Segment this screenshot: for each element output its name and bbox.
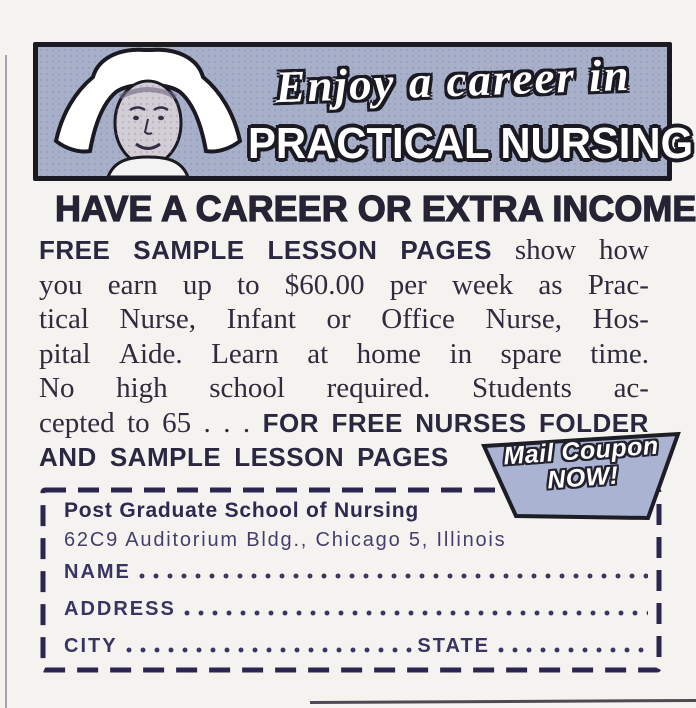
body-line: No high school required. Students ac- [39,372,649,405]
coupon-school-address: 62C9 Auditorium Bldg., Chicago 5, Illinois [64,529,507,551]
body-line: you earn up to $60.00 per week as Prac- [39,268,649,301]
mail-coupon-badge [476,428,682,524]
body-line: FREE SAMPLE LESSON PAGES show how [39,234,649,266]
body-line: tical Nurse, Infant or Office Nurse, Hos- [39,303,649,336]
nurse-illustration [48,47,248,177]
adjacent-panel-edge [310,699,696,704]
coupon-field-city [64,635,650,657]
field-label: ADDRESS [64,598,176,620]
headline: HAVE A CAREER OR EXTRA INCOME [55,188,696,229]
dotted-leader [139,573,648,579]
field-label: CITY [64,635,118,657]
coupon-field-address [64,598,650,620]
field-label: STATE [417,635,490,657]
body-line: AND SAMPLE LESSON PAGES [39,441,449,472]
body-line: cepted to 65 . . . FOR FREE NURSES FOLDER [39,406,649,439]
ad-banner [33,42,694,181]
banner-title: PRACTICAL NURSING [248,119,694,168]
banner-script-text: Enjoy a career in [274,49,632,113]
dotted-leader [184,610,648,616]
badge-line1: Mail Coupon [502,431,660,471]
body-line: pital Aide. Learn at home in spare time. [39,337,649,370]
badge-line2: NOW! [546,461,620,495]
coupon-field-name [64,561,650,583]
field-label: NAME [64,561,131,583]
page-column-rule [5,55,7,708]
coupon-school-name: Post Graduate School of Nursing [64,499,419,522]
dotted-leader [498,647,648,653]
dotted-leader [126,647,416,653]
